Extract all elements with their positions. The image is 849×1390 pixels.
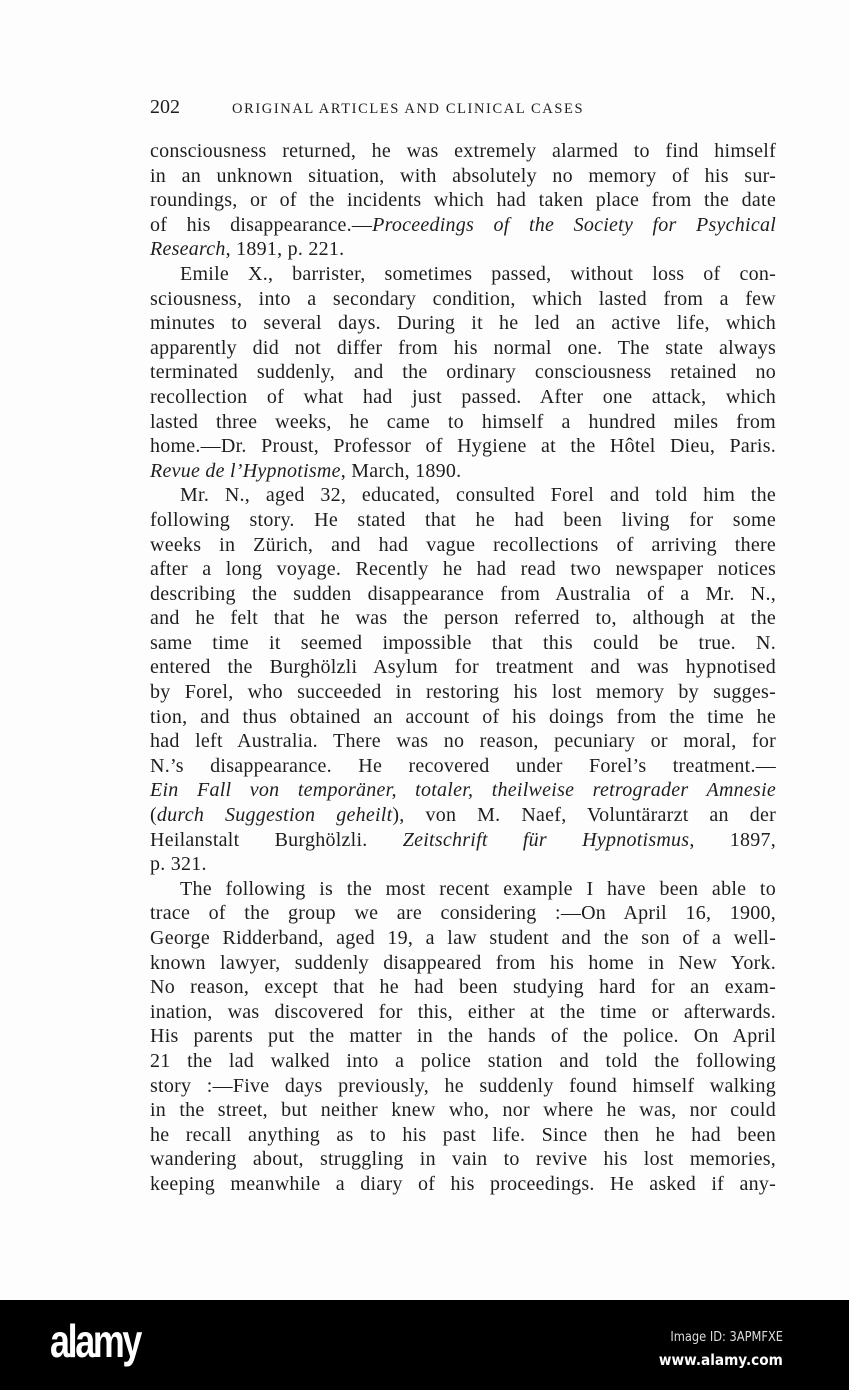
text-run: keeping meanwhile a diary of his proceedings. He asked if any- [150, 1172, 776, 1195]
running-title: ORIGINAL ARTICLES AND CLINICAL CASES [232, 101, 585, 117]
paragraph [150, 262, 776, 483]
text-run: following story. He stated that he had been living for some [150, 508, 776, 531]
text-line [150, 705, 776, 730]
text-run: had left Australia. There was no reason, pecuniary or moral, for [150, 730, 776, 753]
italic-citation: Ein Fall von temporäner, totaler, theilweise retrograder Amnesie [150, 779, 776, 802]
text-line [150, 1024, 776, 1049]
text-line [150, 1147, 776, 1172]
text-line [150, 164, 776, 189]
text-line [150, 188, 776, 213]
text-line [150, 237, 776, 262]
text-line [150, 311, 776, 336]
text-run: ination, was discovered for this, either at the time or afterwards. [150, 1000, 776, 1023]
italic-citation: Revue de l’Hypnotisme [150, 459, 341, 482]
watermark-bar [0, 1300, 849, 1390]
text-run: he recall anything as to his past life. Since then he had been [150, 1123, 776, 1146]
text-run: No reason, except that he had been studying hard for an exam- [150, 976, 776, 999]
text-line [150, 434, 776, 459]
text-line [150, 1049, 776, 1074]
text-line [150, 385, 776, 410]
text-line [150, 1074, 776, 1099]
alamy-logo: alamy [50, 1315, 141, 1367]
text-run: wandering about, struggling in vain to revive his lost memories, [150, 1148, 776, 1171]
text-run: in the street, but neither knew who, nor where he was, nor could [150, 1099, 776, 1122]
italic-citation: Proceedings of the Society for Psychical [372, 213, 777, 236]
text-line [150, 1000, 776, 1025]
text-line [150, 139, 776, 164]
text-run: entered the Burghölzli Asylum for treatment and was hypnotised [150, 656, 776, 679]
text-line [150, 680, 776, 705]
running-head [150, 96, 776, 124]
text-run: Emile X., barrister, sometimes passed, without loss of con- [180, 262, 776, 285]
text-run: ), von M. Naef, Voluntärarzt an der [392, 804, 776, 827]
text-run: N.’s disappearance. He recovered under Forel’s treatment.— [150, 754, 776, 777]
text-line [150, 926, 776, 951]
text-run: story :—Five days previously, he suddenly found himself walking [150, 1074, 776, 1097]
italic-citation: Zeitschrift für Hypnotismus [402, 828, 690, 851]
text-run: and he felt that he was the person referred to, although at the [150, 607, 776, 630]
text-line [150, 508, 776, 533]
text-run: of his disappearance.— [150, 213, 373, 236]
text-run: terminated suddenly, and the ordinary consciousness retained no [150, 361, 776, 384]
text-line [150, 360, 776, 385]
text-run: Mr. N., aged 32, educated, consulted Forel and told him the [180, 484, 776, 507]
text-run: trace of the group we are considering :—On April 16, 1900, [150, 902, 776, 925]
text-line [150, 606, 776, 631]
italic-citation: durch Suggestion geheilt [156, 804, 393, 827]
text-run: describing the sudden disappearance from Australia of a Mr. N., [150, 582, 776, 605]
text-line [150, 1172, 776, 1197]
site-url: www.alamy.com [659, 1351, 783, 1369]
text-run: His parents put the matter in the hands of the police. On April [150, 1025, 776, 1048]
text-line [150, 655, 776, 680]
text-run: George Ridderband, aged 19, a law student and the son of a well- [150, 927, 776, 949]
text-run: recollection of what had just passed. After one attack, which [150, 385, 776, 408]
text-line [150, 557, 776, 582]
text-run: ( [150, 804, 157, 827]
text-run: by Forel, who succeeded in restoring his lost memory by sugges- [150, 681, 776, 704]
text-line [150, 877, 776, 902]
paragraph [150, 483, 776, 877]
text-run: in an unknown situation, with absolutely no memory of his sur- [150, 164, 776, 187]
text-run: same time it seemed impossible that this could be true. N. [150, 631, 776, 654]
text-run: known lawyer, suddenly disappeared from his home in New York. [150, 951, 776, 974]
text-line [150, 729, 776, 754]
text-line [150, 459, 776, 484]
text-run: , March, 1890. [340, 459, 462, 482]
text-line [150, 852, 776, 877]
text-run: p. 321. [150, 853, 207, 876]
text-line [150, 213, 776, 238]
text-line [150, 483, 776, 508]
text-line [150, 410, 776, 435]
text-line [150, 631, 776, 656]
text-line [150, 803, 776, 828]
text-run: The following is the most recent example I have been able to [180, 877, 776, 900]
text-run: apparently did not differ from his normal one. The state always [150, 336, 776, 359]
text-line [150, 778, 776, 803]
text-run: , 1891, p. 221. [225, 238, 345, 261]
text-run: roundings, or of the incidents which had taken place from the date [150, 189, 776, 212]
text-line [150, 533, 776, 558]
text-run: Heilanstalt Burghölzli. [150, 828, 403, 851]
text-line [150, 951, 776, 976]
text-line [150, 975, 776, 1000]
text-line [150, 262, 776, 287]
text-run: consciousness returned, he was extremely alarmed to find himself [150, 140, 776, 162]
text-run: sciousness, into a secondary condition, which lasted from a few [150, 287, 776, 310]
italic-citation: Research [150, 238, 226, 261]
text-run: , 1897, [689, 828, 777, 851]
text-run: home.—Dr. Proust, Professor of Hygiene at the Hôtel Dieu, Paris. [150, 435, 776, 458]
text-line [150, 1123, 776, 1148]
image-id: Image ID: 3APMFXE [670, 1330, 783, 1345]
text-line [150, 1098, 776, 1123]
text-line [150, 901, 776, 926]
text-run: lasted three weeks, he came to himself a hundred miles from [150, 410, 776, 433]
text-line [150, 287, 776, 312]
page-number: 202 [150, 96, 180, 118]
text-line [150, 582, 776, 607]
text-run: after a long voyage. Recently he had read two newspaper notices [150, 558, 776, 581]
paragraph [150, 877, 776, 1197]
paragraph [150, 139, 776, 262]
text-run: 21 the lad walked into a police station and told the following [150, 1049, 776, 1072]
text-run: minutes to several days. During it he led an active life, which [150, 312, 776, 335]
text-line [150, 754, 776, 779]
text-line [150, 828, 776, 853]
text-run: tion, and thus obtained an account of his doings from the time he [150, 705, 776, 728]
body-text [150, 139, 776, 1197]
text-run: weeks in Zürich, and had vague recollections of arriving there [150, 533, 776, 556]
text-line [150, 336, 776, 361]
